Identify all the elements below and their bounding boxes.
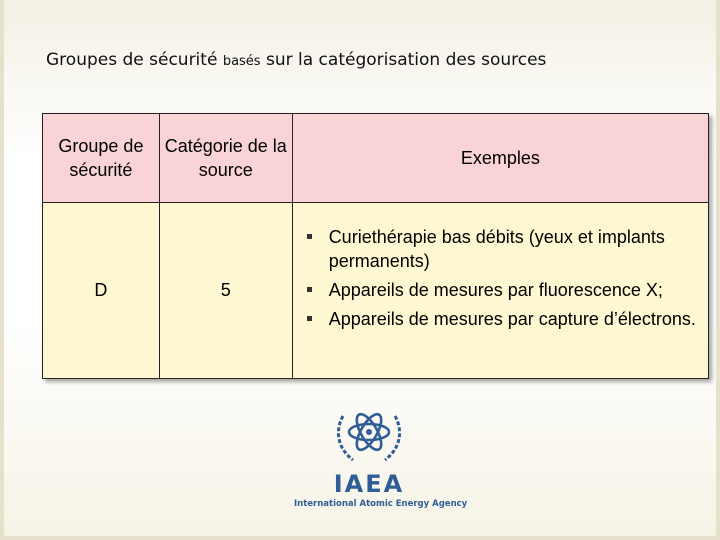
cell-group: D [43,203,160,379]
title-small-word: basés [222,54,261,69]
example-text: Curiethérapie bas débits (yeux et implants permanents) [328,227,665,271]
bullet-icon [307,234,312,239]
cell-category: 5 [159,203,292,379]
table-header-row [43,114,709,203]
examples-list [297,225,700,331]
header-category [159,114,292,203]
logo-acronym: IAEA [333,470,405,498]
header-group-label: Groupe de sécurité [58,136,144,180]
example-text: Appareils de mesures par fluorescence X; [328,280,663,300]
slide-title [46,50,546,70]
table-row [43,203,709,379]
cell-examples [292,203,708,379]
iaea-logo [294,398,468,520]
header-category-label: Catégorie de la source [164,136,287,180]
title-part2: sur la catégorisation des sources [260,50,547,70]
header-group [43,114,160,203]
bullet-icon [307,287,312,292]
title-part1: Groupes de sécurité [46,50,223,70]
security-groups-table [42,113,709,379]
example-text: Appareils de mesures par capture d’électrons. [328,309,696,329]
logo-agency-name: International Atomic Energy Agency [294,499,468,509]
list-item [297,225,700,273]
header-examples-label: Exemples [460,148,540,168]
list-item [297,278,700,302]
header-examples [292,114,708,203]
list-item [297,307,700,331]
bullet-icon [307,316,312,321]
iaea-emblem-icon [331,398,407,468]
